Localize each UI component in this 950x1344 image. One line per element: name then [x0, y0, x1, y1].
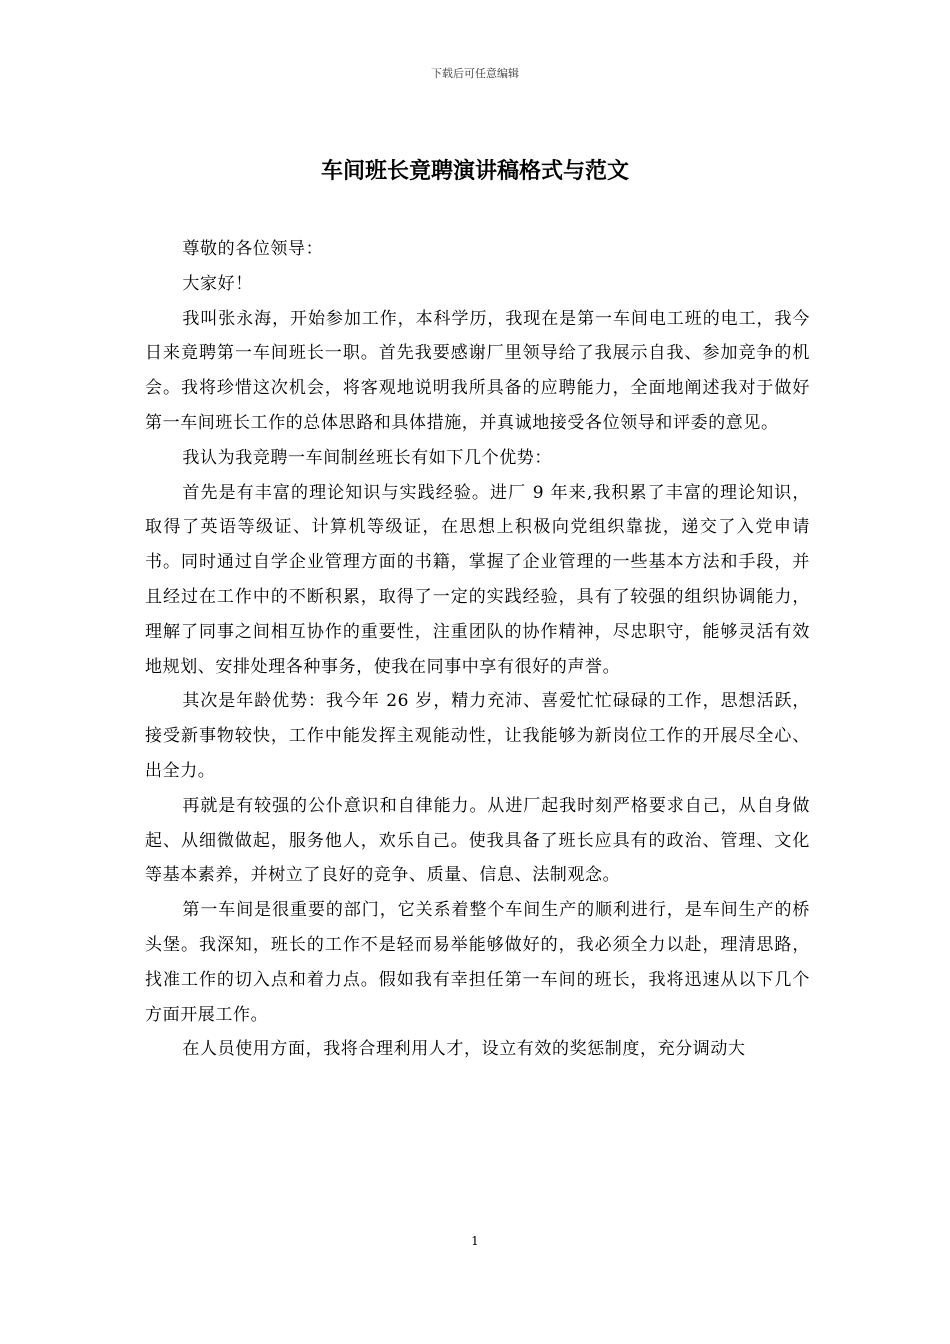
- body-paragraph: 再就是有较强的公仆意识和自律能力。从进厂起我时刻严格要求自己，从自身做起、从细微做起，服务他人，欢乐自己。使我具备了班长应具有的政治、管理、文化等基本素养，并树立了良好的竞争、质量、信息、法制观念。: [145, 795, 810, 886]
- page-number: 1: [471, 1234, 479, 1248]
- body-paragraph: 在人员使用方面，我将合理利用人才，设立有效的奖惩制度，充分调动大: [182, 1039, 746, 1060]
- body-paragraph: 首先是有丰富的理论知识与实践经验。进厂 9 年来,我积累了丰富的理论知识，取得了英语等级证、计算机等级证，在思想上积极向党组织靠拢，递交了入党申请书。同时通过自学企业管理方面的书籍，掌握了企业管理的一些基本方法和手段，并且经过在工作中的不断积累，取得了一定的实践经验，具有了较强的组织协调能力，理解了同事之间相互协作的重要性，注重团队的协作精神，尽忠职守，能够灵活有效地规划、安排处理各种事务，使我在同事中享有很好的声誉。: [145, 482, 810, 677]
- document-body: [145, 232, 810, 1067]
- body-paragraph: 我认为我竞聘一车间制丝班长有如下几个优势：: [182, 447, 552, 468]
- body-paragraph: 我叫张永海，开始参加工作，本科学历，我现在是第一车间电工班的电工，我今日来竟聘第一车间班长一职。首先我要感谢厂里领导给了我展示自我、参加竞争的机会。我将珍惜这次机会，将客观地说明我所具备的应聘能力，全面地阐述我对于做好第一车间班长工作的总体思路和具体措施，并真诚地接受各位领导和评委的意见。: [145, 308, 810, 433]
- body-paragraph: 其次是年龄优势：我今年 26 岁，精力充沛、喜爱忙忙碌碌的工作，思想活跃，接受新事物较快，工作中能发挥主观能动性，让我能够为新岗位工作的开展尽全心、出全力。: [145, 691, 810, 781]
- greeting: 大家好！: [182, 273, 253, 294]
- document-title: 车间班长竟聘演讲稿格式与范文: [320, 158, 629, 184]
- body-paragraph: 第一车间是很重要的部门，它关系着整个车间生产的顺利进行，是车间生产的桥头堡。我深知，班长的工作不是轻而易举能够做好的，我必须全力以赴，理清思路，找准工作的切入点和着力点。假如我有幸担任第一车间的班长，我将迅速从以下几个方面开展工作。: [145, 900, 810, 1025]
- salutation: 尊敬的各位领导：: [182, 239, 324, 259]
- page-header-note: 下载后可任意编辑: [431, 67, 519, 80]
